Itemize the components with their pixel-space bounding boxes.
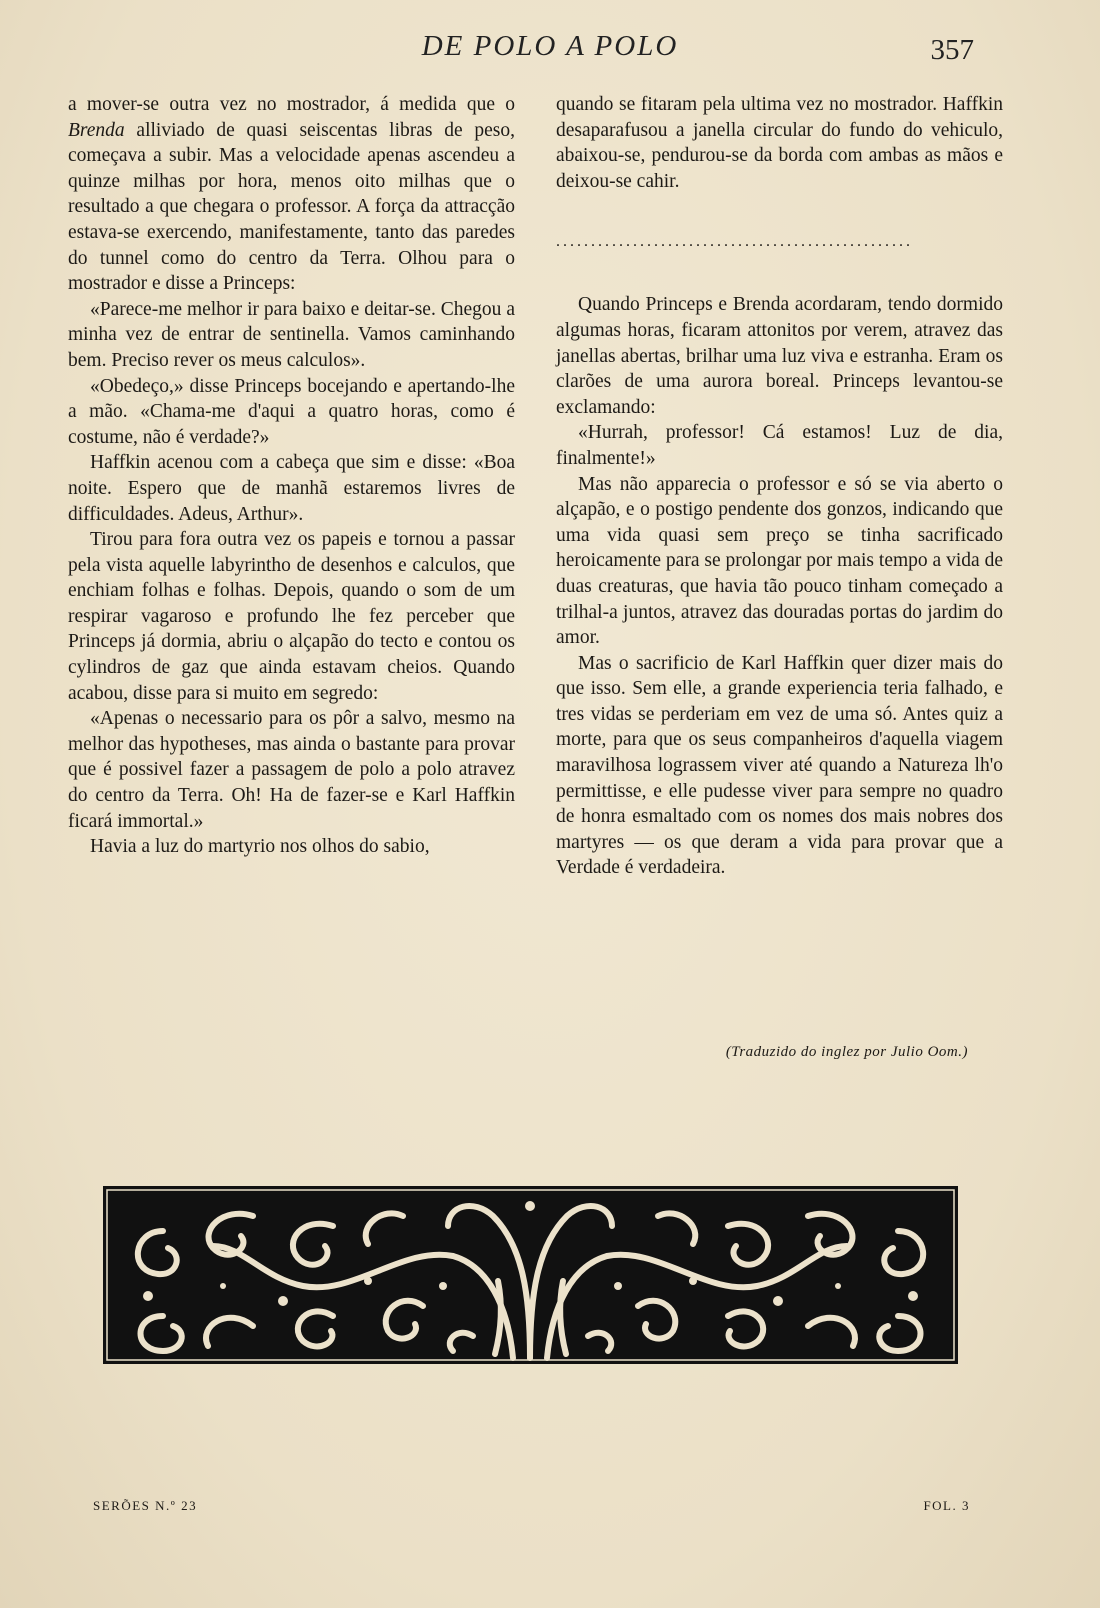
paragraph: quando se fitaram pela ultima vez no mostrador. Haffkin desaparafusou a janella circular do fundo do vehiculo, abaixou-se, pendurou-se da borda com ambas as mãos e deixou-se cahir. [556, 94, 1003, 192]
footer-signature: SERÕES N.º 23 [93, 1498, 198, 1513]
arabesque-ornament-icon [103, 1186, 958, 1364]
paragraph: «Parece-me melhor ir para baixo e deitar-se. Chegou a minha vez de entrar de sentinella. Vamos caminhando bem. Preciso rever os meus calculos». [68, 298, 515, 371]
paragraph: Mas não apparecia o professor e só se via aberto o alçapão, e o postigo pendente dos gonzos, indicando que uma vida quasi sem preço se tinha sacrificado heroicamente para se prolongar por mais tempo a vida de duas creaturas, que havia tão pouco tinham começado a trilhal-a juntos, atravez das douradas portas do jardim do amor. [556, 473, 1003, 649]
text-run: alliviado de quasi seiscentas libras de peso, começava a subir. Mas a velocidade apenas ascendeu a quinze milhas por hora, menos oito milhas que o resultado a que chegara o professor. A força da attracção estava-se exercendo, manifestamente, tanto das paredes do tunnel como do centro da Terra. Olhou para o mostrador e disse a Princeps: [68, 119, 515, 295]
paragraph: Quando Princeps e Brenda acordaram, tendo dormido algumas horas, ficaram attonitos por verem, atravez das janellas abertas, brilhar uma luz viva e estranha. Eram os clarões de uma aurora boreal. Princeps levantou-se exclamando: [556, 294, 1003, 418]
footer-folio: FOL. 3 [923, 1498, 970, 1513]
text-run: a mover-se outra vez no mostrador, á medida que o [68, 94, 515, 115]
translation-credit: (Traduzido do inglez por Julio Oom.) [725, 1044, 968, 1060]
section-separator: ................................................... [556, 234, 913, 251]
paragraph: «Hurrah, professor! Cá estamos! Luz de dia, finalmente!» [556, 422, 1003, 469]
paragraph [68, 92, 515, 297]
page-number: 357 [930, 34, 974, 66]
paragraph: Haffkin acenou com a cabeça que sim e disse: «Boa noite. Espero que de manhã estaremos livres de difficuldades. Adeus, Arthur». [68, 452, 515, 525]
paragraph: Mas o sacrificio de Karl Haffkin quer dizer mais do que isso. Sem elle, a grande experiencia teria falhado, e tres vidas se perderiam em vez de uma só. Antes quiz a morte, para que os seus companheiros d'aquella viagem maravilhosa lograssem viver até quando a Natureza lh'o permittisse, e elle pudesse viver para sempre no quadro de honra esmaltado com os nomes dos mais nobres dos martyres — os que deram a vida para provar que a Verdade é verdadeira. [556, 652, 1003, 879]
running-title: DE POLO A POLO [421, 30, 679, 62]
paragraph: «Apenas o necessario para os pôr a salvo, mesmo na melhor das hypotheses, mas ainda o bastante para provar que é possivel fazer a passagem de polo a polo atravez do centro da Terra. Oh! Ha de fazer-se e Karl Haffkin ficará immortal.» [68, 708, 515, 832]
left-column [68, 92, 515, 860]
running-head [0, 30, 1100, 70]
paragraph: «Obedeço,» disse Princeps bocejando e apertando-lhe a mão. «Chama-me d'aqui a quatro horas, como é costume, não é verdade?» [68, 375, 515, 448]
ship-name: Brenda [68, 119, 125, 141]
paragraph: Havia a luz do martyrio nos olhos do sabio, [90, 836, 430, 858]
right-column [556, 92, 1003, 881]
paragraph: Tirou para fora outra vez os papeis e tornou a passar pela vista aquelle labyrintho de desenhos e calculos, que enchiam folhas e folhas. Depois, quando o som de um respirar vagaroso e profundo lhe fez perceber que Princeps já dormia, abriu o alçapão do tecto e contou os cylindros de gaz que ainda estavam cheios. Quando acabou, disse para si muito em segredo: [68, 529, 515, 704]
